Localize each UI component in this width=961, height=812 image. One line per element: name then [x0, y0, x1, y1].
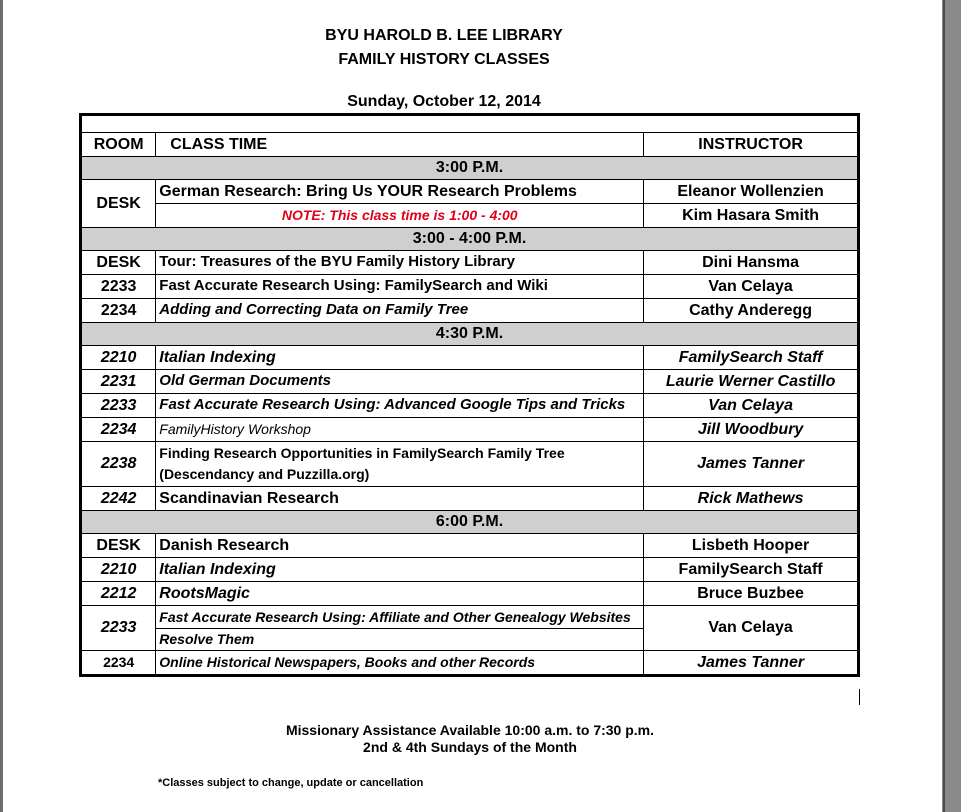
- table-edge-stub: [859, 689, 860, 705]
- instructor-cell: James Tanner: [644, 442, 859, 487]
- room-cell: 2231: [81, 370, 156, 394]
- table-row: [81, 251, 859, 275]
- table-row: [81, 442, 859, 487]
- instructor-cell: FamilySearch Staff: [644, 558, 859, 582]
- class-cell-line2: (Descendancy and Puzzilla.org): [159, 466, 370, 482]
- table-row: [81, 180, 859, 204]
- table-spacer-row: [81, 115, 859, 133]
- instructor-cell: FamilySearch Staff: [644, 346, 859, 370]
- class-cell: Tour: Treasures of the BYU Family History Library: [156, 251, 644, 275]
- instructor-cell: Kim Hasara Smith: [644, 204, 859, 228]
- table-row: [81, 558, 859, 582]
- document-title: FAMILY HISTORY CLASSES: [338, 51, 550, 68]
- instructor-cell: Eleanor Wollenzien: [644, 180, 859, 204]
- table-header-row: [81, 133, 859, 157]
- table-row: [81, 606, 859, 651]
- instructor-cell: Lisbeth Hooper: [644, 534, 859, 558]
- sundays-note: 2nd & 4th Sundays of the Month: [363, 739, 577, 755]
- table-row: [81, 582, 859, 606]
- class-cell-line1: Finding Research Opportunities in FamilySearch Family Tree: [159, 445, 565, 461]
- class-cell-line2: Resolve Them: [159, 630, 255, 647]
- table-row: [81, 418, 859, 442]
- class-cell: [156, 442, 644, 487]
- room-cell: 2233: [81, 394, 156, 418]
- room-cell: 2242: [81, 487, 156, 511]
- class-cell: Fast Accurate Research Using: FamilySearch and Wiki: [156, 275, 644, 299]
- room-cell: 2234: [81, 651, 156, 676]
- class-cell: [156, 606, 644, 651]
- table-row: [81, 204, 859, 228]
- room-cell: 2234: [81, 418, 156, 442]
- class-cell: Old German Documents: [156, 370, 644, 394]
- instructor-cell: Laurie Werner Castillo: [644, 370, 859, 394]
- instructor-cell: Bruce Buzbee: [644, 582, 859, 606]
- time-band-label: 4:30 P.M.: [81, 323, 859, 346]
- column-header-instructor: INSTRUCTOR: [644, 133, 859, 157]
- class-schedule-table: [79, 113, 860, 677]
- room-cell: DESK: [81, 180, 156, 228]
- class-cell: RootsMagic: [156, 582, 644, 606]
- table-row: [81, 275, 859, 299]
- table-row: [81, 299, 859, 323]
- left-window-edge: [0, 0, 3, 812]
- time-band-label: 3:00 - 4:00 P.M.: [81, 228, 859, 251]
- class-cell: Online Historical Newspapers, Books and other Records: [156, 651, 644, 676]
- room-cell: 2210: [81, 558, 156, 582]
- page-border-shadow: [943, 0, 945, 812]
- missionary-assistance-note: Missionary Assistance Available 10:00 a.m. to 7:30 p.m.: [285, 722, 655, 738]
- time-band: [81, 323, 859, 346]
- room-cell: 2233: [81, 606, 156, 651]
- library-title: BYU HAROLD B. LEE LIBRARY: [325, 27, 563, 44]
- class-cell: Danish Research: [156, 534, 644, 558]
- room-cell: 2238: [81, 442, 156, 487]
- time-band: [81, 511, 859, 534]
- instructor-cell: Van Celaya: [644, 606, 859, 651]
- class-cell: Adding and Correcting Data on Family Tree: [156, 299, 644, 323]
- disclaimer-note: *Classes subject to change, update or cancellation: [158, 777, 424, 789]
- instructor-cell: Rick Mathews: [644, 487, 859, 511]
- table-row: [81, 346, 859, 370]
- class-cell-line1: Fast Accurate Research Using: Affiliate and Other Genealogy Websites: [156, 607, 643, 629]
- instructor-cell: James Tanner: [644, 651, 859, 676]
- table-row: [81, 394, 859, 418]
- schedule-date: Sunday, October 12, 2014: [347, 93, 541, 110]
- class-cell: FamilyHistory Workshop: [156, 418, 644, 442]
- room-cell: 2212: [81, 582, 156, 606]
- instructor-cell: Van Celaya: [644, 394, 859, 418]
- time-band-label: 3:00 P.M.: [81, 157, 859, 180]
- class-cell: Italian Indexing: [156, 558, 644, 582]
- class-cell: Scandinavian Research: [156, 487, 644, 511]
- time-band: [81, 157, 859, 180]
- time-change-note: NOTE: This class time is 1:00 - 4:00: [156, 204, 644, 228]
- column-header-class-time: CLASS TIME: [156, 133, 644, 157]
- room-cell: DESK: [81, 251, 156, 275]
- table-row: [81, 370, 859, 394]
- room-cell: DESK: [81, 534, 156, 558]
- column-header-room: ROOM: [81, 133, 156, 157]
- instructor-cell: Van Celaya: [644, 275, 859, 299]
- time-band: [81, 228, 859, 251]
- class-cell: German Research: Bring Us YOUR Research Problems: [156, 180, 644, 204]
- table-row: [81, 487, 859, 511]
- room-cell: 2233: [81, 275, 156, 299]
- instructor-cell: Jill Woodbury: [644, 418, 859, 442]
- instructor-cell: Cathy Anderegg: [644, 299, 859, 323]
- room-cell: 2210: [81, 346, 156, 370]
- time-band-label: 6:00 P.M.: [81, 511, 859, 534]
- instructor-cell: Dini Hansma: [644, 251, 859, 275]
- table-row: [81, 534, 859, 558]
- class-cell: Fast Accurate Research Using: Advanced Google Tips and Tricks: [156, 394, 644, 418]
- room-cell: 2234: [81, 299, 156, 323]
- class-cell: Italian Indexing: [156, 346, 644, 370]
- table-row: [81, 651, 859, 676]
